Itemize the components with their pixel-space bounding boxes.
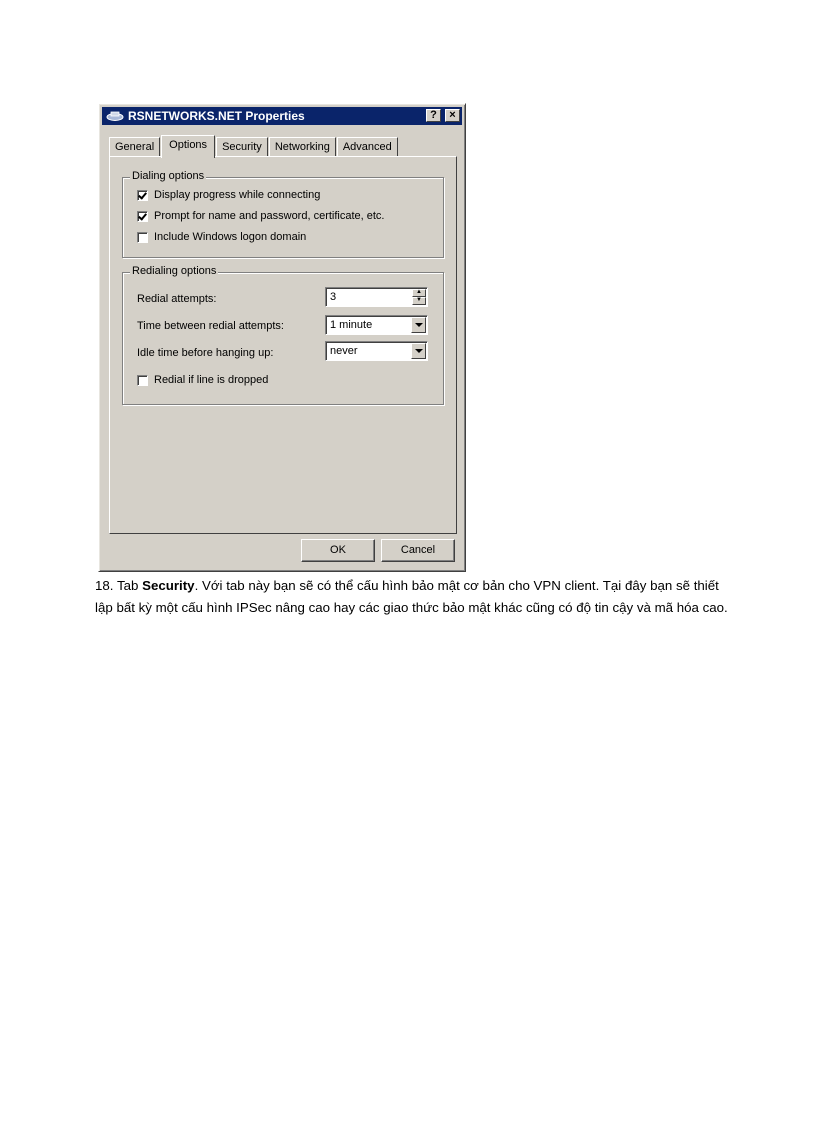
spin-up-icon[interactable]: ▲ [412,289,426,297]
tab-advanced[interactable]: Advanced [337,137,398,157]
chevron-down-icon[interactable] [411,317,426,333]
spin-buttons [412,289,426,305]
redial-dropped-checkbox[interactable] [137,375,148,386]
properties-dialog [98,103,466,572]
prompt-credentials-checkbox[interactable] [137,211,148,222]
include-logon-domain-option[interactable] [137,231,306,243]
dialing-options-legend: Dialing options [132,170,205,182]
tab-strip [109,135,399,157]
dialing-options-group [122,170,444,258]
paragraph-prefix: 18. Tab [95,578,143,593]
options-panel [109,156,457,534]
idle-time-label: Idle time before hanging up: [137,347,274,359]
network-connection-icon [106,111,124,121]
tab-general[interactable]: General [109,137,160,157]
document-paragraph [95,575,735,619]
idle-time-select[interactable] [325,341,428,361]
time-between-select[interactable] [325,315,428,335]
close-button[interactable]: × [445,109,460,122]
tab-networking[interactable]: Networking [269,137,336,157]
prompt-credentials-label: Prompt for name and password, certificate, etc. [154,210,385,222]
display-progress-label: Display progress while connecting [154,189,321,201]
spin-down-icon[interactable]: ▼ [412,297,426,305]
paragraph-bold-term: Security [142,578,195,593]
display-progress-option[interactable] [137,189,320,201]
idle-time-value: never [330,345,358,357]
cancel-button[interactable]: Cancel [381,539,455,562]
prompt-credentials-option[interactable] [137,210,385,222]
redial-dropped-label: Redial if line is dropped [154,374,269,386]
redial-attempts-value: 3 [330,291,337,303]
include-logon-domain-label: Include Windows logon domain [154,231,307,243]
tab-options[interactable]: Options [161,135,215,158]
tab-security[interactable]: Security [216,137,268,157]
paragraph-body: . Với tab này bạn sẽ có thể cấu hình bảo mật cơ bản cho VPN client. Tại đây bạn sẽ thiết lập bất kỳ một cấu hình IPSec nâng cao hay các giao thức bảo mật khác cũng có độ tin cậy và mã hóa cao. [95,578,728,615]
redial-attempts-spinner[interactable] [325,287,428,307]
include-logon-domain-checkbox[interactable] [137,232,148,243]
time-between-value: 1 minute [330,319,373,331]
help-button[interactable]: ? [426,109,441,122]
title-buttons [426,109,460,122]
dialog-title: RSNETWORKS.NET Properties [128,109,305,123]
display-progress-checkbox[interactable] [137,190,148,201]
redial-attempts-label: Redial attempts: [137,293,217,305]
redialing-options-legend: Redialing options [132,265,217,277]
ok-button[interactable]: OK [301,539,375,562]
chevron-down-icon[interactable] [411,343,426,359]
time-between-label: Time between redial attempts: [137,320,284,332]
redial-dropped-option[interactable] [137,374,268,386]
title-bar[interactable] [102,107,462,125]
redialing-options-group [122,265,444,405]
